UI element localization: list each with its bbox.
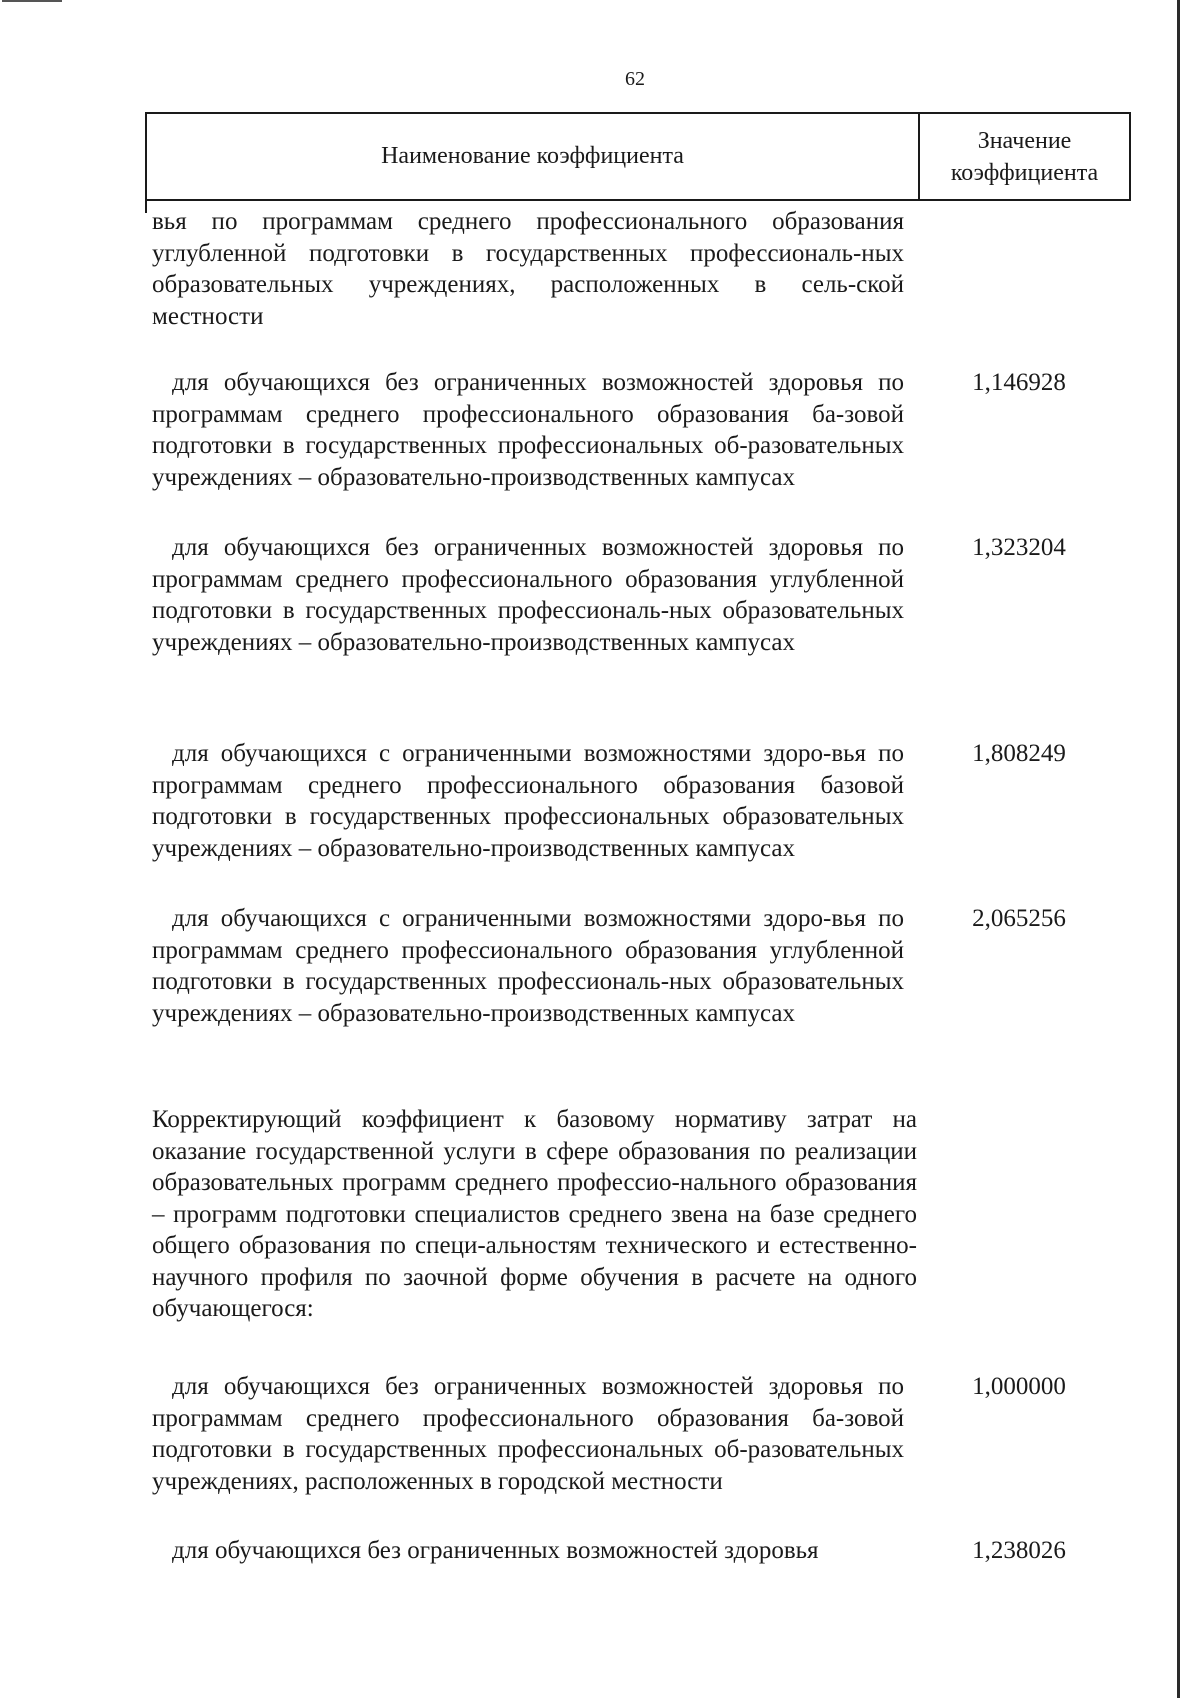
coefficient-value: 1,000000 <box>972 1373 1066 1400</box>
section-paragraph: Корректирующий коэффициент к базовому нормативу затрат на оказание государственной услуги в сфере образования по реализации образовательных программ среднего профессио-нального образования – программ подготовки специалистов среднего звена на базе среднего общего образования по специ-альностям технического и естественно-научного профиля по заочной форме обучения в расчете на одного обучающегося: <box>152 1106 917 1322</box>
header-value-line2: коэффициента <box>950 159 1099 186</box>
coefficient-text: для обучающихся без ограниченных возможностей здоровья по программам среднего профессионального образования углубленной подготовки в государственных профессиональ-ных образовательных учреждениях – образовательно-производственных кампусах <box>152 534 904 656</box>
header-name-column: Наименование коэффициента <box>147 114 920 199</box>
coefficient-text: для обучающихся без ограниченных возможностей здоровья <box>172 1537 819 1564</box>
coefficient-value: 1,808249 <box>972 740 1066 767</box>
header-value-line1: Значение <box>977 127 1072 154</box>
scan-edge-mark <box>2 0 62 2</box>
coefficient-text: вья по программам среднего профессионального образования углубленной подготовки в государственных профессиональ-ных образовательных учреждениях, расположенных в сель-ской местности <box>152 208 904 330</box>
coefficient-value: 1,146928 <box>972 369 1066 396</box>
coefficient-value: 2,065256 <box>972 905 1066 932</box>
coefficient-text: для обучающихся без ограниченных возможностей здоровья по программам среднего профессионального образования ба-зовой подготовки в государственных профессиональных об-разовательных учреждениях – образовательно-производственных кампусах <box>152 369 904 491</box>
scan-edge-line <box>1177 0 1180 1698</box>
table-left-border <box>145 199 147 213</box>
coefficient-value: 1,323204 <box>972 534 1066 561</box>
coefficient-text: для обучающихся с ограниченными возможностями здоро-вья по программам среднего профессионального образования базовой подготовки в государственных профессиональных образовательных учреждениях – образовательно-производственных кампусах <box>152 740 904 862</box>
table-header <box>145 112 1131 201</box>
coefficient-text: для обучающихся с ограниченными возможностями здоро-вья по программам среднего профессионального образования углубленной подготовки в государственных профессиональ-ных образовательных учреждениях – образовательно-производственных кампусах <box>152 905 904 1027</box>
page-number: 62 <box>625 68 645 90</box>
coefficient-text: для обучающихся без ограниченных возможностей здоровья по программам среднего профессионального образования ба-зовой подготовки в государственных профессиональных об-разовательных учреждениях, расположенных в городской местности <box>152 1373 904 1495</box>
header-value-column <box>920 114 1129 199</box>
coefficient-value: 1,238026 <box>972 1537 1066 1564</box>
